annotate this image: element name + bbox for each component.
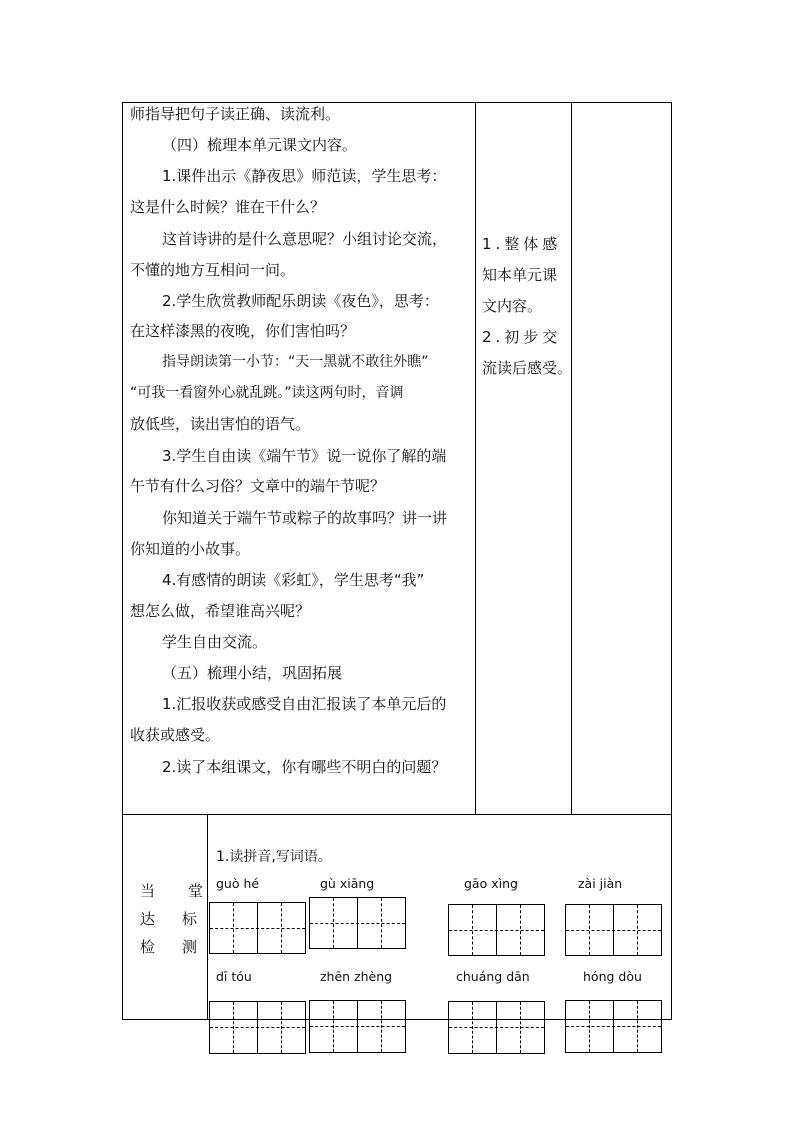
lesson-line: 你知道的小故事。 bbox=[130, 540, 251, 558]
lesson-line: 师指导把句子读正确、读流利。 bbox=[130, 105, 341, 123]
writing-grid[interactable] bbox=[565, 904, 662, 956]
table-right-border bbox=[671, 102, 672, 1020]
lesson-line: 3.学生自由读《端午节》说一说你了解的端 bbox=[162, 447, 447, 465]
lesson-line: （五）梳理小结，巩固拓展 bbox=[162, 664, 343, 682]
pinyin-label: chuáng dān bbox=[456, 969, 530, 984]
writing-grid[interactable] bbox=[448, 904, 545, 956]
assessment-divider bbox=[207, 814, 208, 1020]
assessment-label-line: 检 测 bbox=[140, 938, 204, 956]
exercise-instruction: 1.读拼音,写词语。 bbox=[216, 849, 332, 865]
lesson-line: 收获或感受。 bbox=[130, 726, 221, 744]
col-divider-2 bbox=[571, 102, 572, 814]
lesson-line: 想怎么做，希望谁高兴呢？ bbox=[130, 602, 311, 620]
lesson-line: （四）梳理本单元课文内容。 bbox=[162, 136, 358, 154]
assessment-label-line: 达 标 bbox=[140, 910, 204, 928]
pinyin-label: dī tóu bbox=[216, 969, 252, 984]
lesson-line: 在这样漆黑的夜晚，你们害怕吗？ bbox=[130, 322, 356, 340]
lesson-line: 指导朗读第一小节：“天一黑就不敢往外瞧” bbox=[162, 354, 429, 370]
lesson-line: 这是什么时候？谁在干什么？ bbox=[130, 198, 326, 216]
lesson-line: 不懂的地方互相问一问。 bbox=[130, 261, 296, 279]
lesson-line: 1.课件出示《静夜思》师范读，学生思考： bbox=[162, 167, 447, 185]
lesson-line: 2.读了本组课文，你有哪些不明白的问题？ bbox=[162, 758, 447, 776]
writing-grid[interactable] bbox=[309, 897, 406, 949]
table-left-border bbox=[122, 102, 123, 1020]
pinyin-label: zhēn zhèng bbox=[320, 969, 393, 984]
writing-grid[interactable] bbox=[309, 1000, 406, 1053]
intent-line: 流读后感受。 bbox=[482, 359, 573, 377]
writing-grid[interactable] bbox=[209, 902, 306, 954]
pinyin-label: guò hé bbox=[216, 876, 260, 891]
writing-grid[interactable] bbox=[209, 1001, 306, 1054]
pinyin-label: zài jiàn bbox=[578, 876, 623, 891]
intent-line: 1.整体感 bbox=[482, 235, 562, 253]
row-divider bbox=[122, 814, 672, 815]
intent-line: 2.初步交 bbox=[482, 328, 562, 346]
intent-line: 知本单元课 bbox=[482, 266, 558, 284]
lesson-line: 1.汇报收获或感受自由汇报读了本单元后的 bbox=[162, 695, 447, 713]
lesson-line: “可我一看窗外心就乱跳。”读这两句时，音调 bbox=[130, 385, 404, 401]
lesson-line: 午节有什么习俗？文章中的端午节呢？ bbox=[130, 477, 386, 495]
lesson-line: 这首诗讲的是什么意思呢？小组讨论交流， bbox=[162, 230, 448, 248]
lesson-line: 你知道关于端午节或粽子的故事吗？讲一讲 bbox=[162, 509, 448, 527]
pinyin-label: gù xiāng bbox=[320, 876, 375, 891]
lesson-line: 4.有感情的朗读《彩虹》，学生思考“我” bbox=[162, 571, 425, 589]
writing-grid[interactable] bbox=[448, 1001, 545, 1054]
lesson-line: 2.学生欣赏教师配乐朗读《夜色》，思考： bbox=[162, 292, 439, 310]
lesson-line: 学生自由交流。 bbox=[162, 633, 268, 651]
pinyin-label: hóng dòu bbox=[583, 969, 642, 984]
intent-line: 文内容。 bbox=[482, 297, 543, 315]
assessment-label-line: 当 堂 bbox=[140, 882, 205, 900]
writing-grid[interactable] bbox=[565, 1000, 662, 1053]
col-divider-1 bbox=[475, 102, 476, 814]
pinyin-label: gāo xìng bbox=[464, 876, 518, 891]
lesson-line: 放低些，读出害怕的语气。 bbox=[130, 415, 311, 433]
